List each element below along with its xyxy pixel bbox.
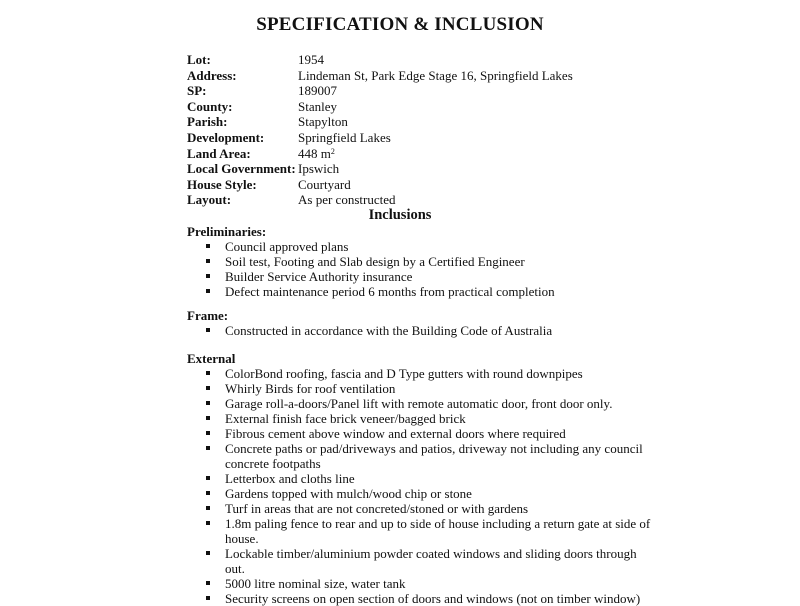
detail-row-parish: [187, 114, 573, 130]
bullet-icon: [206, 386, 210, 390]
detail-value: Ipswich: [298, 161, 340, 177]
bullet-icon: [206, 259, 210, 263]
list-item: [187, 546, 657, 576]
bullet-icon: [206, 506, 210, 510]
detail-row-house-style: [187, 177, 573, 193]
list-item: [187, 471, 657, 486]
detail-row-county: [187, 99, 573, 115]
list-item: [187, 501, 657, 516]
section-title: External: [187, 351, 236, 366]
list-item: [187, 254, 657, 269]
list-item: [187, 323, 657, 338]
list-item-text: Constructed in accordance with the Building Code of Australia: [225, 323, 553, 338]
bullet-icon: [206, 431, 210, 435]
detail-label: House Style:: [187, 176, 257, 192]
detail-value: Stanley: [298, 98, 337, 114]
detail-label: Lot:: [187, 52, 211, 67]
detail-row-development: [187, 130, 573, 146]
external-section: [187, 351, 657, 606]
section-title: Frame:: [187, 308, 229, 323]
detail-value: 1954: [298, 52, 324, 67]
preliminaries-section: [187, 224, 657, 299]
bullet-icon: [206, 244, 210, 248]
bullet-icon: [206, 328, 210, 332]
detail-value: Lindeman St, Park Edge Stage 16, Springfield Lakes: [298, 67, 573, 83]
detail-value: [298, 146, 335, 162]
list-item: [187, 239, 657, 254]
bullet-icon: [206, 401, 210, 405]
land-area-superscript: 2: [330, 146, 335, 156]
list-item-text: Garage roll-a-doors/Panel lift with remote automatic door, front door only.: [225, 396, 613, 411]
list-item: [187, 381, 657, 396]
detail-label: Local Government:: [187, 161, 296, 177]
list-item: [187, 576, 657, 591]
list-item-text: Security screens on open section of doors and windows (not on timber window): [225, 591, 641, 606]
property-details: [187, 52, 573, 208]
land-area-value: 448 m: [298, 145, 331, 161]
bullet-icon: [206, 289, 210, 293]
detail-label: Development:: [187, 129, 265, 145]
detail-value: Stapylton: [298, 114, 348, 130]
list-item-text: 5000 litre nominal size, water tank: [225, 576, 406, 591]
list-item: [187, 486, 657, 501]
detail-row-local-government: [187, 161, 573, 177]
bullet-icon: [206, 491, 210, 495]
detail-label: Land Area:: [187, 145, 251, 161]
bullet-icon: [206, 596, 210, 600]
list-item-text: Letterbox and cloths line: [225, 471, 355, 486]
list-item: [187, 396, 657, 411]
list-item-text: Soil test, Footing and Slab design by a Certified Engineer: [225, 254, 525, 269]
detail-row-layout: [187, 192, 573, 208]
list-item-text: Council approved plans: [225, 239, 349, 254]
detail-label: Layout:: [187, 192, 232, 208]
detail-value: Courtyard: [298, 176, 351, 192]
list-item-text: Defect maintenance period 6 months from practical completion: [225, 284, 555, 299]
detail-label: Parish:: [187, 114, 228, 130]
list-item-text: Gardens topped with mulch/wood chip or stone: [225, 486, 472, 501]
list-item-text: Concrete paths or pad/driveways and patios, driveway not including any council concrete footpaths: [225, 441, 643, 471]
list-item: [187, 516, 657, 546]
bullet-icon: [206, 416, 210, 420]
list-item-text: Lockable timber/aluminium powder coated windows and sliding doors through out.: [225, 546, 637, 576]
detail-row-address: [187, 68, 573, 84]
list-item: [187, 411, 657, 426]
frame-section: [187, 308, 657, 338]
bullet-icon: [206, 551, 210, 555]
list-item: [187, 269, 657, 284]
bullet-icon: [206, 521, 210, 525]
bullet-list: [187, 323, 657, 338]
detail-label: County:: [187, 98, 233, 114]
document-title: SPECIFICATION & INCLUSION: [256, 14, 544, 35]
bullet-icon: [206, 446, 210, 450]
inclusions-heading: Inclusions: [368, 207, 432, 223]
bullet-icon: [206, 476, 210, 480]
bullet-icon: [206, 371, 210, 375]
bullet-list: [187, 366, 657, 606]
list-item-text: Whirly Birds for roof ventilation: [225, 381, 396, 396]
bullet-list: [187, 239, 657, 299]
list-item: [187, 426, 657, 441]
list-item-text: Turf in areas that are not concreted/stoned or with gardens: [225, 501, 529, 516]
list-item: [187, 366, 657, 381]
list-item-text: ColorBond roofing, fascia and D Type gutters with round downpipes: [225, 366, 583, 381]
detail-row-land-area: [187, 146, 573, 162]
list-item-text: External finish face brick veneer/bagged brick: [225, 411, 466, 426]
detail-row-sp: [187, 83, 573, 99]
list-item: [187, 441, 657, 471]
list-item-text: Fibrous cement above window and external doors where required: [225, 426, 566, 441]
bullet-icon: [206, 581, 210, 585]
detail-value: Springfield Lakes: [298, 129, 391, 145]
bullet-icon: [206, 274, 210, 278]
detail-label: SP:: [187, 83, 207, 99]
list-item: [187, 591, 657, 606]
section-title: Preliminaries:: [187, 224, 267, 239]
list-item-text: 1.8m paling fence to rear and up to side of house including a return gate at side of house.: [225, 516, 651, 546]
list-item: [187, 284, 657, 299]
detail-value: 189007: [298, 83, 337, 99]
list-item-text: Builder Service Authority insurance: [225, 269, 413, 284]
detail-value: As per constructed: [298, 192, 396, 208]
detail-label: Address:: [187, 67, 237, 83]
detail-row-lot: [187, 52, 573, 68]
